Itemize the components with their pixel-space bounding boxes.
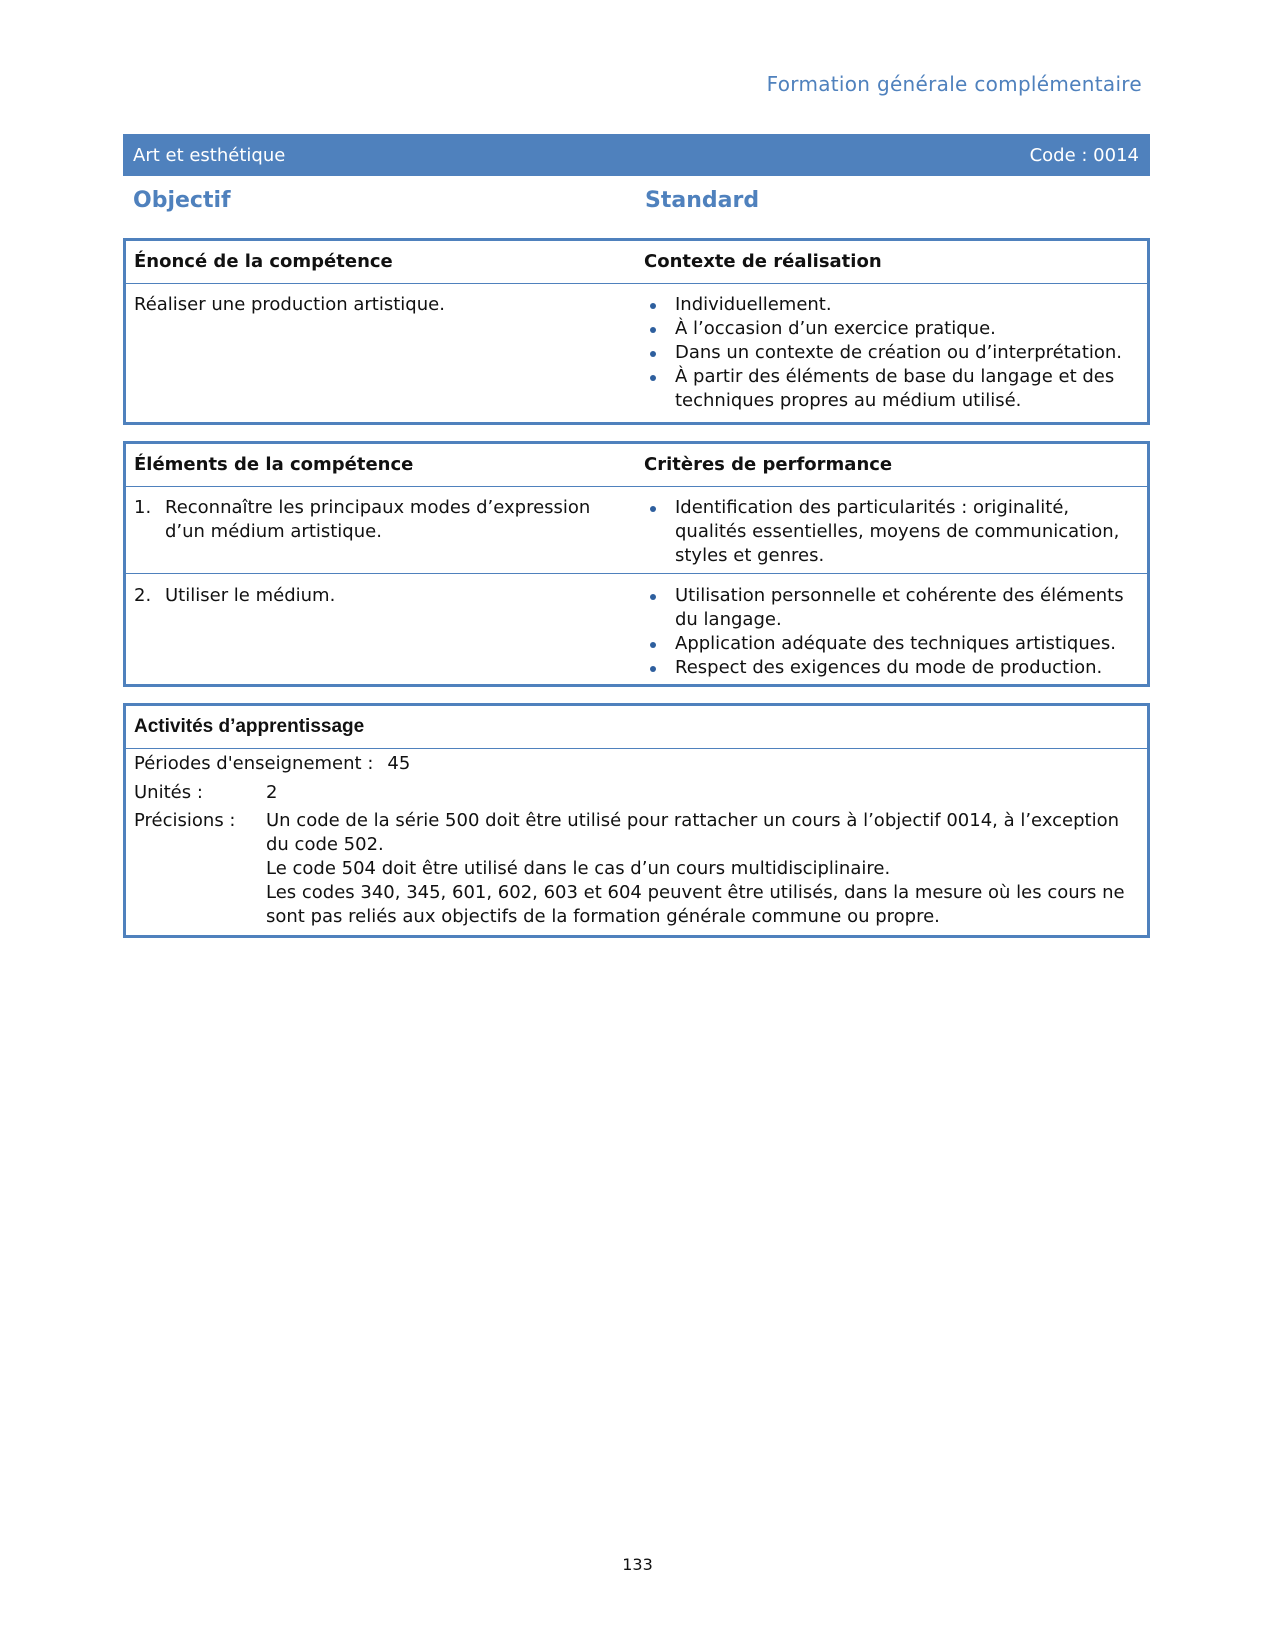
box-header-row bbox=[126, 444, 1147, 487]
objectif-heading: Objectif bbox=[133, 188, 231, 213]
element-number: 1. bbox=[134, 497, 152, 518]
elements-header: Éléments de la compétence bbox=[134, 454, 414, 475]
competence-elements-box bbox=[123, 441, 1150, 687]
precision-item: Les codes 340, 345, 601, 602, 603 et 604 peuvent être utilisés, dans la mesure où les cours ne sont pas reliés aux objectifs de la formation générale commune ou propre. bbox=[266, 882, 1125, 927]
running-head: Formation générale complémentaire bbox=[766, 72, 1142, 96]
element-number: 2. bbox=[134, 585, 152, 606]
competence-statement: Réaliser une production artistique. bbox=[134, 294, 445, 315]
precisions-row bbox=[126, 809, 1147, 929]
activities-body bbox=[126, 749, 1147, 929]
periods-label: Périodes d'enseignement : bbox=[134, 753, 374, 774]
box-header-row bbox=[126, 241, 1147, 284]
criteria-item: Utilisation personnelle et cohérente des éléments du langage. bbox=[644, 584, 1139, 632]
units-label: Unités : bbox=[134, 782, 203, 803]
section-banner bbox=[123, 134, 1150, 176]
banner-code: Code : 0014 bbox=[1029, 144, 1139, 166]
column-headings bbox=[133, 188, 1143, 224]
criteria-item: Application adéquate des techniques artistiques. bbox=[644, 632, 1139, 656]
context-header: Contexte de réalisation bbox=[644, 251, 882, 272]
units-value: 2 bbox=[266, 782, 278, 803]
units-row bbox=[126, 781, 1147, 805]
precisions-text bbox=[266, 809, 1136, 929]
context-item: Individuellement. bbox=[644, 293, 1139, 317]
banner-title: Art et esthétique bbox=[133, 144, 286, 166]
precision-item: Le code 504 doit être utilisé dans le cas d’un cours multidisciplinaire. bbox=[266, 858, 891, 879]
statement-header: Énoncé de la compétence bbox=[134, 251, 393, 272]
context-list bbox=[636, 293, 1147, 413]
context-item: À l’occasion d’un exercice pratique. bbox=[644, 317, 1139, 341]
page-number: 133 bbox=[622, 1555, 653, 1574]
precision-item: Un code de la série 500 doit être utilisé pour rattacher un cours à l’objectif 0014, à l’exception du code 502. bbox=[266, 810, 1120, 855]
element-cell bbox=[126, 496, 636, 567]
context-item: Dans un contexte de création ou d’interprétation. bbox=[644, 341, 1139, 365]
element-text: Utiliser le médium. bbox=[165, 585, 336, 606]
activities-header: Activités d’apprentissage bbox=[134, 716, 365, 737]
standard-heading: Standard bbox=[645, 188, 760, 213]
precisions-label: Précisions : bbox=[134, 810, 236, 831]
context-item: À partir des éléments de base du langage et des techniques propres au médium utilisé. bbox=[644, 365, 1139, 413]
element-row bbox=[126, 574, 1147, 680]
criteria-item: Identification des particularités : originalité, qualités essentielles, moyens de communication, styles et genres. bbox=[644, 496, 1139, 568]
box-body-row bbox=[126, 284, 1147, 421]
element-text: Reconnaître les principaux modes d’expression d’un médium artistique. bbox=[165, 497, 591, 542]
element-row bbox=[126, 487, 1147, 574]
competence-statement-box bbox=[123, 238, 1150, 425]
criteria-header: Critères de performance bbox=[644, 454, 893, 475]
criteria-cell bbox=[636, 584, 1147, 680]
box-header-row bbox=[126, 706, 1147, 749]
criteria-item: Respect des exigences du mode de production. bbox=[644, 656, 1139, 680]
periods-value: 45 bbox=[387, 753, 411, 774]
element-cell bbox=[126, 584, 636, 680]
learning-activities-box bbox=[123, 703, 1150, 938]
criteria-cell bbox=[636, 496, 1147, 567]
periods-row bbox=[126, 752, 1147, 776]
